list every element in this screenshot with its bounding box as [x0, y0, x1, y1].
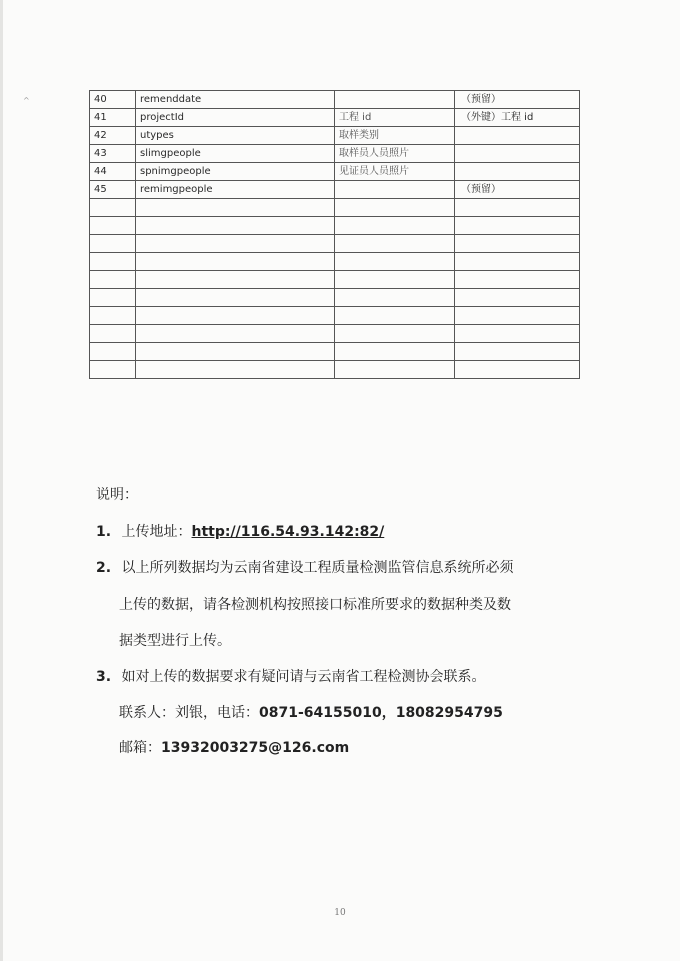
- table-row: [90, 289, 580, 307]
- page-edge-shadow: [0, 0, 3, 961]
- cell-remark: [455, 343, 580, 361]
- table-row: [90, 199, 580, 217]
- cell-field-name: [136, 217, 335, 235]
- cell-field-name: utypes: [136, 127, 335, 145]
- cell-description: [335, 217, 455, 235]
- cell-remark: [455, 199, 580, 217]
- table-row: [90, 181, 580, 199]
- contact-line: [119, 702, 503, 722]
- cell-description: [335, 235, 455, 253]
- cell-remark: [455, 163, 580, 181]
- table-row: [90, 91, 580, 109]
- cell-number: 40: [90, 91, 136, 109]
- cell-field-name: projectId: [136, 109, 335, 127]
- cell-number: [90, 199, 136, 217]
- cell-number: [90, 307, 136, 325]
- note-item-3: [96, 666, 486, 686]
- cell-field-name: [136, 289, 335, 307]
- cell-number: 42: [90, 127, 136, 145]
- table-row: [90, 325, 580, 343]
- cell-number: [90, 343, 136, 361]
- cell-remark: （预留）: [455, 181, 580, 199]
- email-label: 邮箱：: [119, 740, 161, 756]
- table-row: [90, 163, 580, 181]
- cell-field-name: [136, 361, 335, 379]
- cell-field-name: [136, 325, 335, 343]
- table-row: [90, 343, 580, 361]
- contact-phones: 0871-64155010，18082954795: [259, 705, 503, 721]
- note-1-number: 1.: [96, 524, 112, 540]
- cell-number: [90, 235, 136, 253]
- upload-url-link[interactable]: http://116.54.93.142:82/: [191, 524, 385, 540]
- cell-remark: [455, 289, 580, 307]
- cell-number: [90, 361, 136, 379]
- email-line: [119, 737, 349, 757]
- cell-description: 工程 id: [335, 109, 455, 127]
- email-address[interactable]: 13932003275@126.com: [161, 740, 350, 756]
- cell-description: [335, 325, 455, 343]
- cell-number: [90, 253, 136, 271]
- cell-description: [335, 199, 455, 217]
- cell-description: [335, 253, 455, 271]
- cell-remark: （预留）: [455, 91, 580, 109]
- cell-field-name: [136, 235, 335, 253]
- cell-remark: [455, 235, 580, 253]
- cell-remark: [455, 307, 580, 325]
- cell-number: 45: [90, 181, 136, 199]
- cell-remark: [455, 145, 580, 163]
- note-2-line-1: 以上所列数据均为云南省建设工程质量检测监管信息系统所必须: [121, 560, 514, 576]
- cell-field-name: [136, 343, 335, 361]
- table-row: [90, 109, 580, 127]
- table-row: [90, 217, 580, 235]
- cell-description: [335, 181, 455, 199]
- page-number: 10: [334, 908, 346, 918]
- cell-number: 43: [90, 145, 136, 163]
- cell-field-name: [136, 253, 335, 271]
- note-2-line-2: 上传的数据，请各检测机构按照接口标准所要求的数据种类及数: [119, 597, 511, 613]
- table-row: [90, 271, 580, 289]
- cell-description: [335, 271, 455, 289]
- cell-number: 44: [90, 163, 136, 181]
- note-item-1: [96, 521, 384, 541]
- cell-description: [335, 289, 455, 307]
- contact-label: 联系人：刘银，电话：: [119, 705, 259, 721]
- cell-number: [90, 217, 136, 235]
- notes-heading: 说明：: [96, 487, 138, 503]
- cell-description: [335, 307, 455, 325]
- cell-field-name: slimgpeople: [136, 145, 335, 163]
- cell-number: [90, 325, 136, 343]
- table-row: [90, 361, 580, 379]
- cell-field-name: remenddate: [136, 91, 335, 109]
- cell-remark: [455, 361, 580, 379]
- table-row: [90, 127, 580, 145]
- cell-number: [90, 271, 136, 289]
- cell-remark: [455, 217, 580, 235]
- cell-remark: [455, 271, 580, 289]
- note-2-line-3: 据类型进行上传。: [119, 633, 231, 649]
- note-3-line-1: 如对上传的数据要求有疑问请与云南省工程检测协会联系。: [121, 669, 486, 685]
- cell-field-name: [136, 307, 335, 325]
- note-3-number: 3.: [96, 669, 112, 685]
- note-item-2: [96, 557, 514, 577]
- scan-speck: ^: [23, 96, 30, 105]
- cell-description: 见证员人员照片: [335, 163, 455, 181]
- cell-number: 41: [90, 109, 136, 127]
- cell-remark: [455, 253, 580, 271]
- cell-description: [335, 91, 455, 109]
- note-2-number: 2.: [96, 560, 112, 576]
- cell-description: [335, 361, 455, 379]
- cell-description: 取样类别: [335, 127, 455, 145]
- field-table: [89, 90, 580, 379]
- upload-address-label: 上传地址：: [121, 524, 192, 540]
- cell-field-name: [136, 199, 335, 217]
- cell-field-name: [136, 271, 335, 289]
- cell-remark: [455, 127, 580, 145]
- table-row: [90, 235, 580, 253]
- cell-description: [335, 343, 455, 361]
- table-row: [90, 307, 580, 325]
- cell-remark: [455, 325, 580, 343]
- table-row: [90, 253, 580, 271]
- cell-number: [90, 289, 136, 307]
- cell-field-name: remimgpeople: [136, 181, 335, 199]
- cell-remark: （外键）工程 id: [455, 109, 580, 127]
- cell-field-name: spnimgpeople: [136, 163, 335, 181]
- cell-description: 取样员人员照片: [335, 145, 455, 163]
- table-row: [90, 145, 580, 163]
